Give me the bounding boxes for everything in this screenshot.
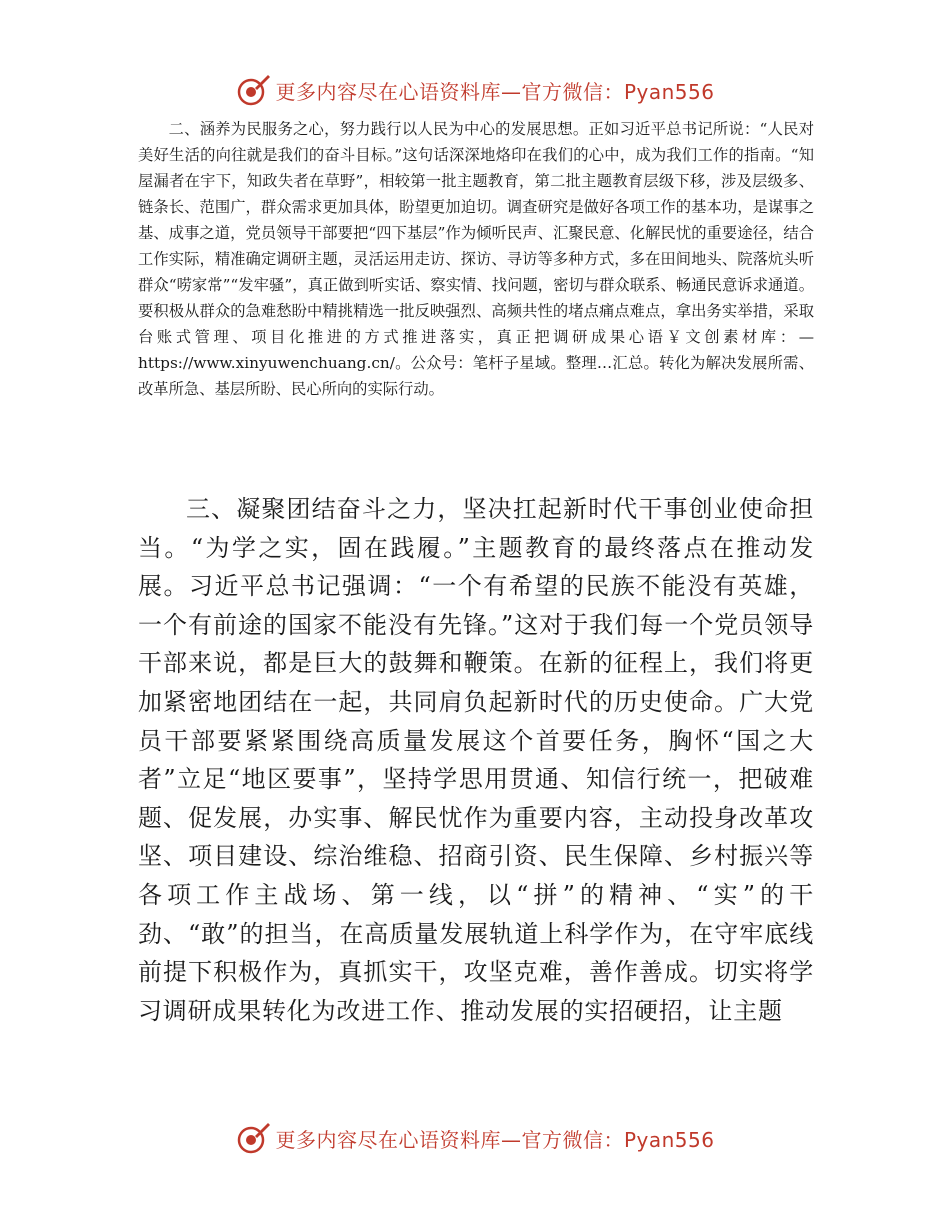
paragraph-3: 三、凝聚团结奋斗之力，坚决扛起新时代干事创业使命担当。“为学之实，固在践履。”主题教育的最终落点在推动发展。习近平总书记强调：“一个有希望的民族不能没有英雄，一个有前途的国家不能没有先锋。”这对于我们每一个党员领导干部来说，都是巨大的鼓舞和鞭策。在新的征程上，我们将更加紧密地团结在一起，共同肩负起新时代的历史使命。广大党员干部要紧紧围绕高质量发展这个首要任务，胸怀“国之大者”立足“地区要事”，坚持学思用贯通、知信行统一，把破难题、促发展，办实事、解民忧作为重要内容，主动投身改革攻坚、项目建设、综治维稳、招商引资、民生保障、乡村振兴等各项工作主战场、第一线，以“拼”的精神、“实”的干劲、“敢”的担当，在高质量发展轨道上科学作为，在守牢底线前提下积极作为，真抓实干，攻坚克难，善作善成。切实将学习调研成果转化为改进工作、推动发展的实招硬招，让主题: [138, 495, 814, 1025]
watermark-text: 更多内容尽在心语资料库—官方微信：Pyan556: [275, 1127, 715, 1152]
pen-logo-icon: [235, 1120, 271, 1156]
pen-logo-icon: [235, 72, 271, 108]
watermark-text: 更多内容尽在心语资料库—官方微信：Pyan556: [275, 79, 715, 104]
paragraph-2: 二、涵养为民服务之心，努力践行以人民为中心的发展思想。正如习近平总书记所说：“人民对美好生活的向往就是我们的奋斗目标。”这句话深深地烙印在我们的心中，成为我们工作的指南。“知屋漏者在宇下，知政失者在草野”，相较第一批主题教育，第二批主题教育层级下移，涉及层级多、链条长、范围广，群众需求更加具体，盼望更加迫切。调查研究是做好各项工作的基本功，是谋事之基、成事之道，党员领导干部要把“四下基层”作为倾听民声、汇聚民意、化解民忧的重要途径，结合工作实际，精准确定调研主题，灵活运用走访、探访、寻访等多种方式，多在田间地头、院落炕头听群众“唠家常”“发牢骚”，真正做到听实话、察实情、找问题，密切与群众联系、畅通民意诉求通道。要积极从群众的急难愁盼中精挑精选一批反映强烈、高频共性的堵点痛点难点，拿出务实举措，采取台账式管理、项目化推进的方式推进落实，真正把调研成果心语￥文创素材库：—https://www.xinyuwenchuang.cn/。公众号：笔杆子星域。整理…汇总。转化为解决发展所需、改革所急、基层所盼、民心所向的实际行动。: [138, 120, 814, 398]
footer-watermark: [0, 1118, 950, 1158]
header-watermark: [0, 70, 950, 110]
